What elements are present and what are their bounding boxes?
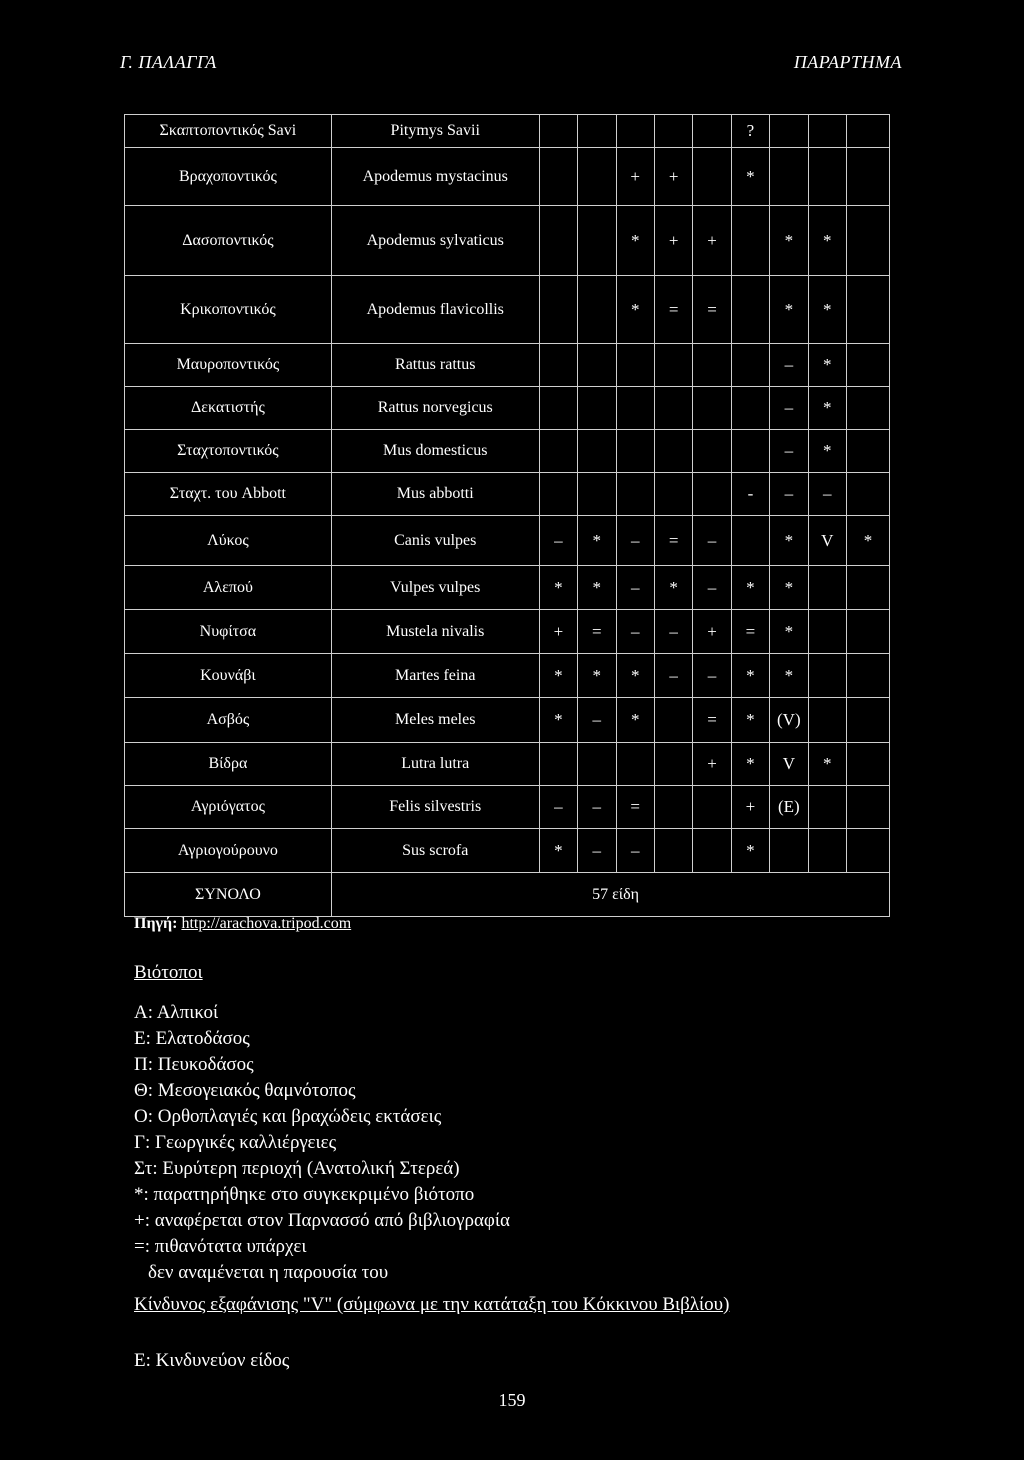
habitat-mark-cell: = — [654, 516, 692, 566]
habitat-mark-cell — [578, 148, 616, 206]
legend-item: Π: Πευκοδάσος — [134, 1054, 254, 1075]
habitat-mark-cell — [731, 206, 769, 276]
habitat-mark-cell: – — [808, 473, 846, 516]
habitat-mark-cell: + — [654, 206, 692, 276]
risk-title: Κίνδυνος εξαφάνισης "V" (σύμφωνα με την κατάταξη του Κόκκινου Βιβλίου) — [134, 1294, 730, 1315]
habitat-mark-cell — [578, 276, 616, 344]
habitat-mark-cell: * — [770, 654, 808, 698]
habitat-mark-cell — [808, 610, 846, 654]
legend-item: Α: Αλπικοί — [134, 1002, 219, 1023]
habitat-mark-cell: * — [808, 430, 846, 473]
latin-name-cell: Lutra lutra — [331, 743, 539, 786]
habitat-mark-cell: + — [693, 743, 731, 786]
habitat-mark-cell: – — [539, 516, 577, 566]
habitat-mark-cell — [808, 698, 846, 743]
habitat-mark-cell — [616, 743, 654, 786]
habitat-mark-cell — [616, 115, 654, 148]
habitat-mark-cell: * — [578, 654, 616, 698]
habitat-mark-cell: – — [539, 786, 577, 829]
habitat-mark-cell — [654, 387, 692, 430]
habitat-mark-cell: – — [770, 430, 808, 473]
latin-name-cell: Mus domesticus — [331, 430, 539, 473]
habitat-mark-cell — [770, 115, 808, 148]
latin-name-cell: Mustela nivalis — [331, 610, 539, 654]
habitat-mark-cell: = — [693, 276, 731, 344]
common-name-cell: Νυφίτσα — [125, 610, 332, 654]
habitat-mark-cell — [539, 344, 577, 387]
habitat-mark-cell — [846, 786, 889, 829]
habitat-mark-cell: * — [654, 566, 692, 610]
habitat-mark-cell — [693, 786, 731, 829]
habitat-mark-cell — [846, 743, 889, 786]
habitat-mark-cell — [539, 430, 577, 473]
common-name-cell: Ασβός — [125, 698, 332, 743]
habitat-mark-cell: – — [770, 473, 808, 516]
habitat-mark-cell — [539, 743, 577, 786]
habitat-mark-cell — [846, 473, 889, 516]
habitat-mark-cell: – — [616, 566, 654, 610]
habitat-mark-cell — [731, 430, 769, 473]
latin-name-cell: Martes feina — [331, 654, 539, 698]
source-link[interactable]: http://arachova.tripod.com — [181, 915, 352, 932]
habitat-mark-cell: * — [808, 206, 846, 276]
habitat-mark-cell — [846, 610, 889, 654]
habitat-mark-cell — [578, 743, 616, 786]
habitat-mark-cell: – — [770, 387, 808, 430]
habitat-mark-cell — [731, 276, 769, 344]
latin-name-cell: Canis vulpes — [331, 516, 539, 566]
common-name-cell: Δασοποντικός — [125, 206, 332, 276]
habitat-mark-cell: = — [616, 786, 654, 829]
habitat-mark-cell: * — [731, 566, 769, 610]
habitat-mark-cell: – — [578, 786, 616, 829]
header-author: Γ. ΠΑΛΑΓΓΑ — [120, 52, 217, 72]
habitat-mark-cell — [654, 698, 692, 743]
habitat-mark-cell — [539, 276, 577, 344]
common-name-cell: Σκαπτοποντικός Savi — [125, 115, 332, 148]
table-row — [125, 206, 890, 276]
table-row — [125, 473, 890, 516]
habitat-mark-cell — [846, 387, 889, 430]
habitat-mark-cell: – — [578, 829, 616, 873]
habitat-mark-cell: + — [616, 148, 654, 206]
habitat-mark-cell — [770, 829, 808, 873]
habitat-mark-cell: * — [616, 698, 654, 743]
habitat-mark-cell — [846, 566, 889, 610]
habitat-mark-cell: – — [770, 344, 808, 387]
habitat-mark-cell — [693, 344, 731, 387]
legend-item: =: πιθανότατα υπάρχει — [134, 1236, 307, 1257]
habitat-mark-cell: = — [731, 610, 769, 654]
habitat-mark-cell — [578, 115, 616, 148]
table-row — [125, 430, 890, 473]
table-row — [125, 654, 890, 698]
table-row — [125, 566, 890, 610]
habitat-mark-cell: (E) — [770, 786, 808, 829]
habitat-mark-cell: * — [731, 698, 769, 743]
latin-name-cell: Apodemus mystacinus — [331, 148, 539, 206]
legend-item: Ε: Ελατοδάσος — [134, 1028, 250, 1049]
legend-item: Θ: Μεσογειακός θαμνότοπος — [134, 1080, 356, 1101]
habitat-mark-cell — [654, 115, 692, 148]
latin-name-cell: Felis silvestris — [331, 786, 539, 829]
total-row — [125, 873, 890, 917]
habitat-mark-cell — [693, 473, 731, 516]
habitat-mark-cell: * — [770, 516, 808, 566]
habitat-mark-cell — [539, 206, 577, 276]
habitat-mark-cell: + — [731, 786, 769, 829]
habitat-mark-cell — [654, 743, 692, 786]
common-name-cell: Αλεπού — [125, 566, 332, 610]
habitat-mark-cell: * — [539, 829, 577, 873]
habitat-mark-cell: + — [539, 610, 577, 654]
habitat-mark-cell — [846, 430, 889, 473]
latin-name-cell: Apodemus flavicollis — [331, 276, 539, 344]
habitat-mark-cell: – — [693, 516, 731, 566]
habitat-mark-cell — [808, 654, 846, 698]
habitat-mark-cell — [616, 430, 654, 473]
habitat-mark-cell: * — [770, 566, 808, 610]
habitat-mark-cell: * — [770, 276, 808, 344]
habitat-mark-cell — [808, 786, 846, 829]
common-name-cell: Λύκος — [125, 516, 332, 566]
habitat-mark-cell — [654, 786, 692, 829]
table-row — [125, 276, 890, 344]
source-label: Πηγή: — [134, 915, 178, 932]
total-label: ΣΥΝΟΛΟ — [125, 873, 332, 917]
legend-item: δεν αναμένεται η παρουσία του — [148, 1262, 389, 1283]
habitat-mark-cell — [578, 473, 616, 516]
habitat-mark-cell: * — [616, 654, 654, 698]
habitat-mark-cell — [846, 148, 889, 206]
habitat-mark-cell — [578, 344, 616, 387]
habitat-mark-cell — [578, 387, 616, 430]
habitat-mark-cell: + — [654, 148, 692, 206]
habitat-mark-cell: + — [693, 610, 731, 654]
table-row — [125, 148, 890, 206]
habitat-mark-cell: * — [808, 387, 846, 430]
habitat-mark-cell — [808, 148, 846, 206]
table-row — [125, 115, 890, 148]
habitat-mark-cell — [654, 473, 692, 516]
legend-list — [134, 1000, 510, 1286]
habitat-mark-cell — [846, 654, 889, 698]
legend-item: +: αναφέρεται στον Παρνασσό από βιβλιογραφία — [134, 1210, 510, 1231]
habitat-mark-cell: * — [808, 743, 846, 786]
habitat-mark-cell — [616, 344, 654, 387]
table-row — [125, 786, 890, 829]
latin-name-cell: Sus scrofa — [331, 829, 539, 873]
habitat-mark-cell: V — [770, 743, 808, 786]
table-row — [125, 516, 890, 566]
habitat-mark-cell: * — [808, 276, 846, 344]
common-name-cell: Βραχοποντικός — [125, 148, 332, 206]
habitat-mark-cell — [731, 344, 769, 387]
habitat-mark-cell — [616, 387, 654, 430]
habitat-mark-cell: – — [616, 516, 654, 566]
habitat-mark-cell: + — [693, 206, 731, 276]
latin-name-cell: Apodemus sylvaticus — [331, 206, 539, 276]
habitat-mark-cell: * — [846, 516, 889, 566]
habitat-mark-cell: * — [808, 344, 846, 387]
latin-name-cell: Mus abbotti — [331, 473, 539, 516]
table-row — [125, 344, 890, 387]
habitat-mark-cell: * — [770, 206, 808, 276]
table-row — [125, 610, 890, 654]
table-row — [125, 698, 890, 743]
habitat-mark-cell — [654, 829, 692, 873]
habitat-mark-cell — [693, 387, 731, 430]
habitat-mark-cell: * — [539, 566, 577, 610]
table-row — [125, 743, 890, 786]
source-line — [134, 915, 351, 933]
habitat-mark-cell: * — [616, 276, 654, 344]
species-table — [124, 114, 890, 917]
common-name-cell: Κουνάβι — [125, 654, 332, 698]
habitat-mark-cell: * — [770, 610, 808, 654]
habitat-mark-cell: * — [578, 516, 616, 566]
habitat-mark-cell: * — [731, 148, 769, 206]
habitat-mark-cell: – — [654, 654, 692, 698]
habitat-mark-cell — [808, 115, 846, 148]
common-name-cell: Μαυροποντικός — [125, 344, 332, 387]
habitat-mark-cell: * — [539, 654, 577, 698]
common-name-cell: Δεκατιστής — [125, 387, 332, 430]
common-name-cell: Αγριόγατος — [125, 786, 332, 829]
habitat-mark-cell — [846, 829, 889, 873]
habitat-mark-cell — [539, 148, 577, 206]
habitat-mark-cell: – — [578, 698, 616, 743]
latin-name-cell: Meles meles — [331, 698, 539, 743]
habitat-mark-cell: V — [808, 516, 846, 566]
total-value: 57 είδη — [331, 873, 889, 917]
habitat-mark-cell — [693, 430, 731, 473]
habitat-mark-cell — [731, 387, 769, 430]
habitat-mark-cell — [616, 473, 654, 516]
habitat-mark-cell — [846, 276, 889, 344]
habitat-mark-cell: – — [616, 610, 654, 654]
habitat-mark-cell — [539, 115, 577, 148]
legend-item: Γ: Γεωργικές καλλιέργειες — [134, 1132, 337, 1153]
header-section: ΠΑΡΑΡΤΗΜΑ — [793, 52, 902, 72]
page-number: 159 — [498, 1390, 526, 1410]
habitat-mark-cell: * — [731, 654, 769, 698]
habitat-mark-cell — [539, 473, 577, 516]
habitat-mark-cell — [693, 829, 731, 873]
habitat-mark-cell — [539, 387, 577, 430]
habitat-mark-cell — [654, 344, 692, 387]
habitat-mark-cell: = — [578, 610, 616, 654]
legend-item: Ο: Ορθοπλαγιές και βραχώδεις εκτάσεις — [134, 1106, 442, 1127]
habitat-mark-cell: * — [731, 829, 769, 873]
legend-item: Στ: Ευρύτερη περιοχή (Ανατολική Στερεά) — [134, 1158, 460, 1179]
biotopes-title: Βιότοποι — [134, 962, 203, 983]
habitat-mark-cell: = — [654, 276, 692, 344]
habitat-mark-cell: = — [693, 698, 731, 743]
latin-name-cell: Rattus norvegicus — [331, 387, 539, 430]
habitat-mark-cell: * — [616, 206, 654, 276]
habitat-mark-cell — [770, 148, 808, 206]
habitat-mark-cell — [654, 430, 692, 473]
habitat-mark-cell — [693, 148, 731, 206]
habitat-mark-cell: – — [693, 654, 731, 698]
latin-name-cell: Rattus rattus — [331, 344, 539, 387]
table-row — [125, 387, 890, 430]
habitat-mark-cell: * — [578, 566, 616, 610]
common-name-cell: Αγριογούρουνο — [125, 829, 332, 873]
habitat-mark-cell — [846, 344, 889, 387]
latin-name-cell: Pitymys Savii — [331, 115, 539, 148]
habitat-mark-cell: * — [731, 743, 769, 786]
risk-note: Ε: Κινδυνεύον είδος — [134, 1350, 290, 1371]
habitat-mark-cell — [578, 430, 616, 473]
habitat-mark-cell — [578, 206, 616, 276]
habitat-mark-cell: – — [616, 829, 654, 873]
common-name-cell: Βίδρα — [125, 743, 332, 786]
habitat-mark-cell: ? — [731, 115, 769, 148]
habitat-mark-cell — [846, 115, 889, 148]
latin-name-cell: Vulpes vulpes — [331, 566, 539, 610]
common-name-cell: Σταχτοποντικός — [125, 430, 332, 473]
common-name-cell: Σταχτ. του Abbott — [125, 473, 332, 516]
habitat-mark-cell — [808, 566, 846, 610]
habitat-mark-cell — [731, 516, 769, 566]
habitat-mark-cell — [846, 206, 889, 276]
habitat-mark-cell: - — [731, 473, 769, 516]
habitat-mark-cell: – — [654, 610, 692, 654]
habitat-mark-cell: * — [539, 698, 577, 743]
habitat-mark-cell — [693, 115, 731, 148]
habitat-mark-cell — [846, 698, 889, 743]
habitat-mark-cell: (V) — [770, 698, 808, 743]
habitat-mark-cell: – — [693, 566, 731, 610]
table-row — [125, 829, 890, 873]
habitat-mark-cell — [808, 829, 846, 873]
common-name-cell: Κρικοποντικός — [125, 276, 332, 344]
legend-item: *: παρατηρήθηκε στο συγκεκριμένο βιότοπο — [134, 1184, 475, 1205]
